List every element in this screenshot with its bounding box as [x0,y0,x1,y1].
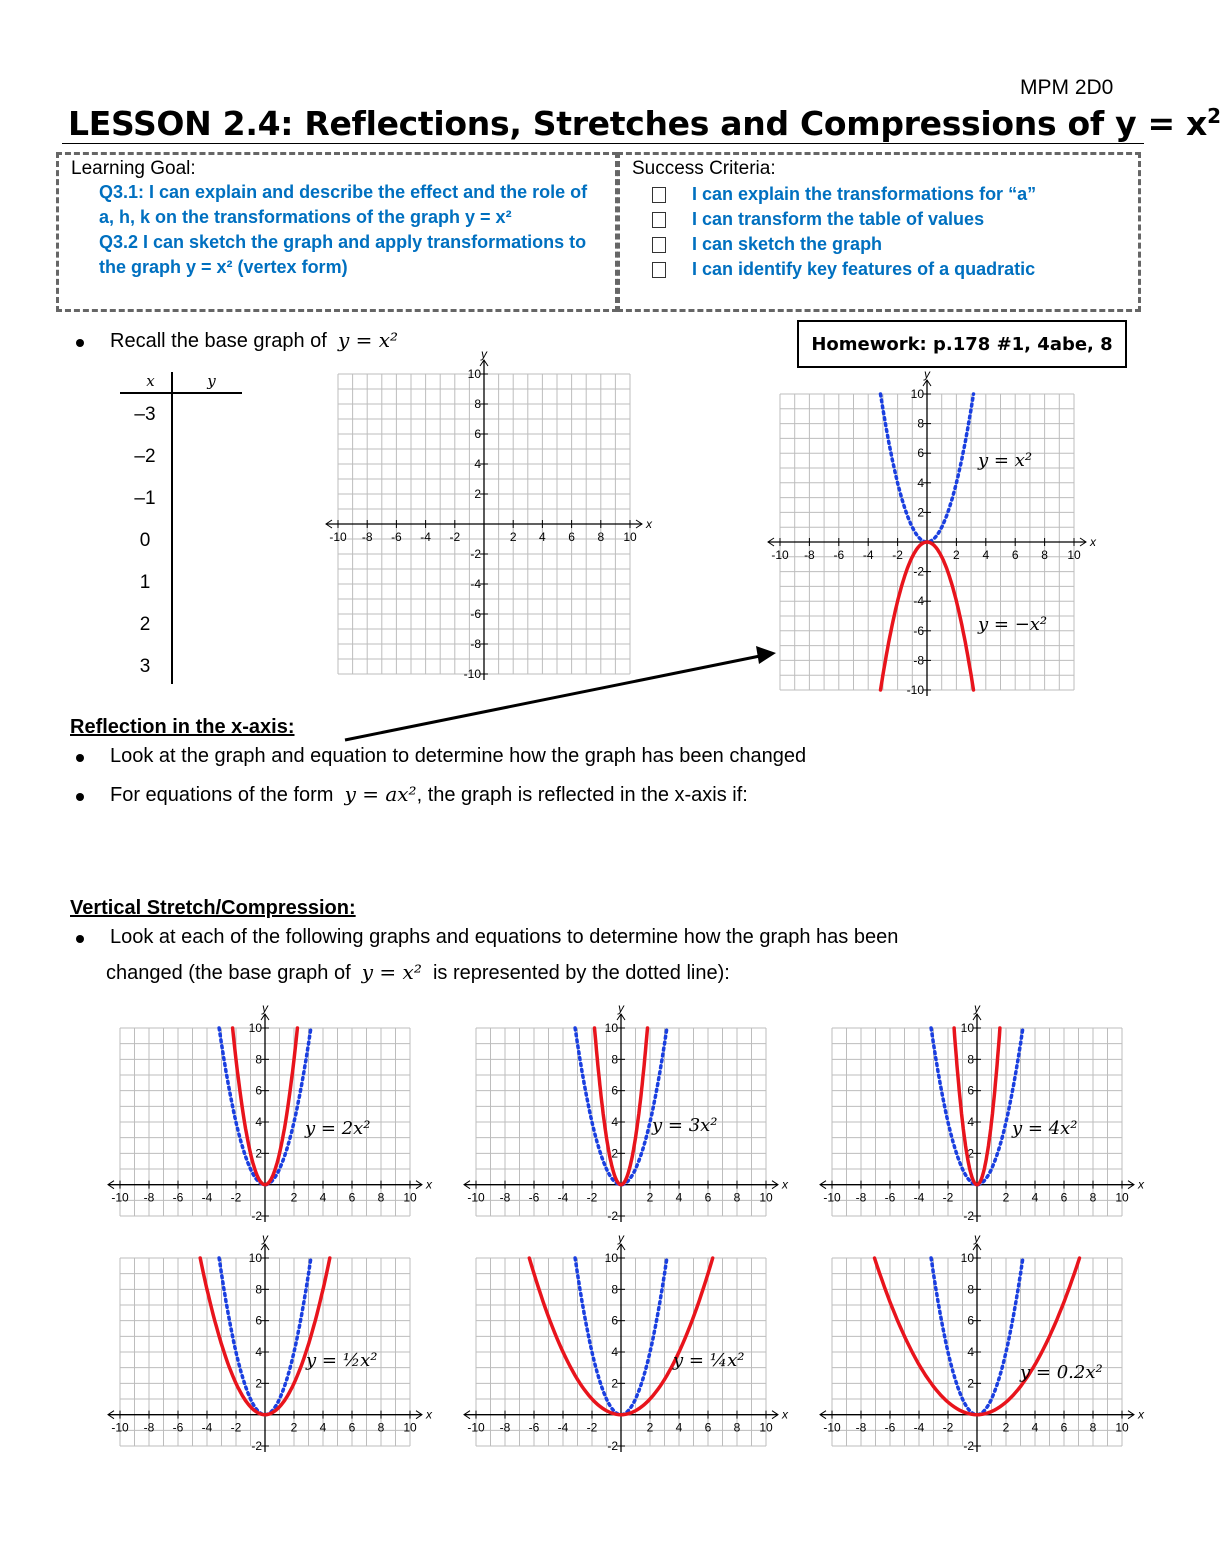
table-cell-x: –2 [134,446,156,467]
x-tick-label: -8 [855,1190,867,1205]
x-tick-label: -6 [391,530,402,544]
x-tick-label: -8 [361,530,373,544]
y-tick-label: 4 [967,1115,974,1129]
x-tick-label: 10 [623,530,637,544]
reflection-bullet-2: For equations of the form y = ax² , the graph is reflected in the x-axis if: [70,782,748,807]
y-tick-label: 10 [960,1021,974,1035]
y-tick-label: 8 [967,1282,974,1297]
x-tick-label: 4 [319,1420,327,1435]
table-header-y: y [207,372,216,390]
reflection-bullet-1: Look at the graph and equation to determine how the graph has been changed [70,745,806,768]
label-4x2: y = 4x² [1012,1118,1078,1139]
x-tick-label: -6 [172,1190,184,1205]
y-tick-label: 4 [967,1345,974,1359]
y-tick-label: 10 [248,1251,262,1265]
x-tick-label: 2 [290,1190,298,1205]
x-tick-label: 2 [646,1190,654,1205]
x-tick-label: 10 [1067,548,1081,562]
x-tick-label: -2 [586,1190,598,1205]
y-tick-label: 2 [255,1146,262,1161]
x-tick-label: -6 [528,1190,540,1205]
y-axis-label: y [618,1231,624,1245]
y-tick-label: 8 [611,1282,618,1297]
x-tick-label: 4 [982,548,990,562]
x-tick-label: 10 [1115,1420,1129,1435]
x-tick-label: -10 [467,1420,485,1435]
y-axis-label: y [974,1001,980,1015]
x-axis-label: x [646,517,652,531]
criteria-item: I can identify key features of a quadratic [620,257,1138,282]
x-tick-label: 2 [1002,1190,1010,1205]
x-tick-label: -2 [230,1420,242,1435]
x-tick-label: 10 [1115,1190,1129,1205]
x-axis-label: x [782,1407,788,1422]
x-tick-label: 8 [1041,548,1048,562]
x-tick-label: 4 [675,1190,683,1205]
x-tick-label: 6 [1060,1190,1068,1205]
y-tick-label: 2 [917,505,924,520]
y-tick-label: -2 [913,564,924,579]
y-tick-label: -6 [470,607,481,621]
y-tick-label: 6 [917,446,924,461]
x-tick-label: -8 [143,1190,155,1205]
table-cell-x: 1 [139,572,151,593]
x-tick-label: 8 [733,1420,741,1435]
table-cell-x: 3 [139,656,151,677]
y-tick-label: 8 [255,1052,262,1067]
y-tick-label: -2 [607,1439,618,1453]
y-tick-label: -6 [913,623,924,638]
vertical-bullet-1: Look at each of the following graphs and equations to determine how the graph has been [70,926,898,949]
x-tick-label: 8 [733,1190,741,1205]
y-tick-label: -2 [470,547,481,561]
goal-q32: Q3.2 I can sketch the graph and apply transformations to the graph y = x² (vertex form) [99,232,587,277]
x-tick-label: 8 [377,1190,385,1205]
x-tick-label: -8 [499,1190,511,1205]
bullet-icon [76,935,84,943]
x-tick-label: -8 [143,1420,155,1435]
x-tick-label: 2 [953,548,960,562]
label-half-x2: y = ½x² [306,1350,378,1371]
x-tick-label: 6 [568,530,575,544]
x-tick-label: -4 [913,1190,925,1205]
y-tick-label: -2 [251,1209,262,1223]
y-tick-label: 10 [604,1021,618,1035]
x-tick-label: -10 [467,1190,485,1205]
table-cell-x: 2 [139,614,151,635]
x-tick-label: 8 [1089,1190,1097,1205]
x-tick-label: 10 [759,1190,773,1205]
y-tick-label: 2 [255,1376,262,1391]
criteria-item: I can transform the table of values [620,207,1138,232]
x-axis-label: x [1138,1407,1144,1422]
x-tick-label: -4 [557,1420,569,1435]
x-tick-label: 4 [1031,1190,1039,1205]
y-tick-label: -2 [251,1439,262,1453]
label-quarter-x2: y = ¼x² [673,1350,745,1371]
x-tick-label: 8 [597,530,605,544]
x-tick-label: -8 [804,548,815,562]
y-tick-label: 4 [917,475,924,490]
x-tick-label: -4 [557,1190,569,1205]
y-tick-label: 6 [255,1083,262,1098]
vertical-heading: Vertical Stretch/Compression: [70,897,356,919]
label-02x2: y = 0.2x² [1020,1362,1103,1383]
y-tick-label: 6 [967,1083,974,1098]
y-tick-label: 8 [967,1052,974,1067]
graph-a-quarter [452,1230,792,1455]
y-tick-label: -2 [963,1209,974,1223]
success-criteria-heading: Success Criteria: [632,158,776,179]
learning-goal-heading: Learning Goal: [71,158,196,179]
criteria-item: I can explain the transformations for “a” [620,182,1138,207]
graph-a3 [452,1000,792,1225]
x-tick-label: 2 [509,530,517,544]
y-tick-label: 6 [474,427,481,441]
x-tick-label: 6 [1011,548,1019,562]
x-tick-label: 6 [348,1190,356,1205]
y-tick-label: -4 [913,594,924,609]
x-tick-label: 2 [1002,1420,1010,1435]
x-tick-label: -2 [586,1420,598,1435]
y-tick-label: 4 [255,1115,262,1129]
y-tick-label: 8 [611,1052,618,1067]
y-axis-label: y [974,1231,980,1245]
x-tick-label: -10 [111,1420,129,1435]
y-tick-label: 2 [611,1146,618,1161]
x-tick-label: -8 [499,1420,511,1435]
y-tick-label: 10 [960,1251,974,1265]
y-tick-label: -8 [470,637,481,651]
y-tick-label: 6 [611,1313,618,1328]
x-tick-label: 2 [646,1420,654,1435]
y-tick-label: 10 [467,367,481,381]
table-cell-x: 0 [139,530,151,551]
y-tick-label: 2 [474,487,481,501]
x-tick-label: -10 [823,1420,841,1435]
y-tick-label: -2 [607,1209,618,1223]
goal-q31: Q3.1: I can explain and describe the effect and the role of a, h, k on the transformations of the graph y = x² [99,182,588,227]
y-tick-label: 10 [910,387,924,401]
x-tick-label: -2 [230,1190,242,1205]
x-tick-label: -2 [942,1190,954,1205]
x-tick-label: -4 [420,530,431,544]
y-tick-label: 10 [604,1251,618,1265]
x-axis-label: x [1090,535,1096,549]
y-tick-label: -4 [470,577,481,591]
y-tick-label: 6 [967,1313,974,1328]
y-tick-label: 8 [917,416,924,431]
course-code: MPM 2D0 [1020,76,1114,99]
label-2x2: y = 2x² [305,1118,371,1139]
y-tick-label: 4 [255,1345,262,1359]
graph-a-02 [808,1230,1148,1455]
graph-a4 [808,1000,1148,1225]
bullet-icon [76,793,84,801]
y-tick-label: 2 [611,1376,618,1391]
graph-a-half [96,1230,436,1455]
x-tick-label: -6 [833,548,845,562]
x-axis-label: x [426,1177,432,1192]
x-tick-label: 6 [1060,1420,1068,1435]
x-tick-label: -4 [201,1420,213,1435]
y-tick-label: -10 [906,683,924,697]
x-tick-label: -2 [892,548,903,562]
label-3x2: y = 3x² [652,1115,718,1136]
x-tick-label: -2 [449,530,461,544]
table-cell-x: –3 [134,404,156,425]
table-cell-x: –1 [134,488,156,509]
x-tick-label: -4 [201,1190,213,1205]
y-tick-label: 8 [474,397,481,411]
y-tick-label: -10 [463,667,481,681]
graph-a2 [96,1000,436,1225]
x-tick-label: 2 [290,1420,298,1435]
x-tick-label: 8 [1089,1420,1097,1435]
x-tick-label: 4 [539,530,546,544]
x-tick-label: -10 [111,1190,129,1205]
y-tick-label: 8 [255,1282,262,1297]
x-tick-label: -4 [913,1420,925,1435]
x-tick-label: 6 [348,1420,356,1435]
y-tick-label: 2 [967,1146,974,1161]
x-tick-label: 10 [759,1420,773,1435]
x-tick-label: 4 [675,1420,683,1435]
x-tick-label: -6 [884,1190,896,1205]
y-tick-label: 2 [967,1376,974,1391]
x-tick-label: 4 [1031,1420,1039,1435]
homework-box: Homework: p.178 #1, 4abe, 8 [797,320,1127,368]
y-axis-label: y [924,367,930,381]
lesson-title: LESSON 2.4: Reflections, Stretches and Compressions of $y = x^2$ [68,104,1221,143]
y-tick-label: -8 [913,653,924,668]
table-header-x: x [146,372,155,390]
y-axis-label: y [481,347,487,361]
x-tick-label: -8 [855,1420,867,1435]
x-tick-label: -6 [172,1420,184,1435]
x-tick-label: 10 [403,1420,417,1435]
x-tick-label: -2 [942,1420,954,1435]
y-tick-label: 6 [611,1083,618,1098]
y-tick-label: 4 [611,1345,618,1359]
y-tick-label: -2 [963,1439,974,1453]
x-tick-label: 6 [704,1420,712,1435]
bullet-icon [76,754,84,762]
y-tick-label: 4 [474,457,481,471]
x-tick-label: -10 [823,1190,841,1205]
x-tick-label: -4 [862,548,874,562]
reflection-heading: Reflection in the x-axis: [70,716,295,738]
x-tick-label: -10 [329,530,347,544]
y-axis-label: y [618,1001,624,1015]
x-axis-label: x [1138,1177,1144,1192]
x-axis-label: x [782,1177,788,1192]
x-tick-label: 10 [403,1190,417,1205]
label-y-eq-x2: y = x² [978,450,1033,471]
recall-bullet: Recall the base graph of y = x² [70,328,398,353]
y-axis-label: y [262,1231,268,1245]
criteria-item: I can sketch the graph [620,232,1138,257]
x-axis-label: x [426,1407,432,1422]
label-y-eq-neg-x2: y = −x² [978,614,1048,635]
x-tick-label: 6 [704,1190,712,1205]
y-tick-label: 10 [248,1021,262,1035]
x-tick-label: -6 [528,1420,540,1435]
y-axis-label: y [262,1001,268,1015]
x-tick-label: -10 [771,548,789,562]
vertical-line-2: changed (the base graph of y = x² is represented by the dotted line): [106,960,730,984]
x-tick-label: 4 [319,1190,327,1205]
y-tick-label: 6 [255,1313,262,1328]
x-tick-label: 8 [377,1420,385,1435]
y-tick-label: 4 [611,1115,618,1129]
x-tick-label: -6 [884,1420,896,1435]
